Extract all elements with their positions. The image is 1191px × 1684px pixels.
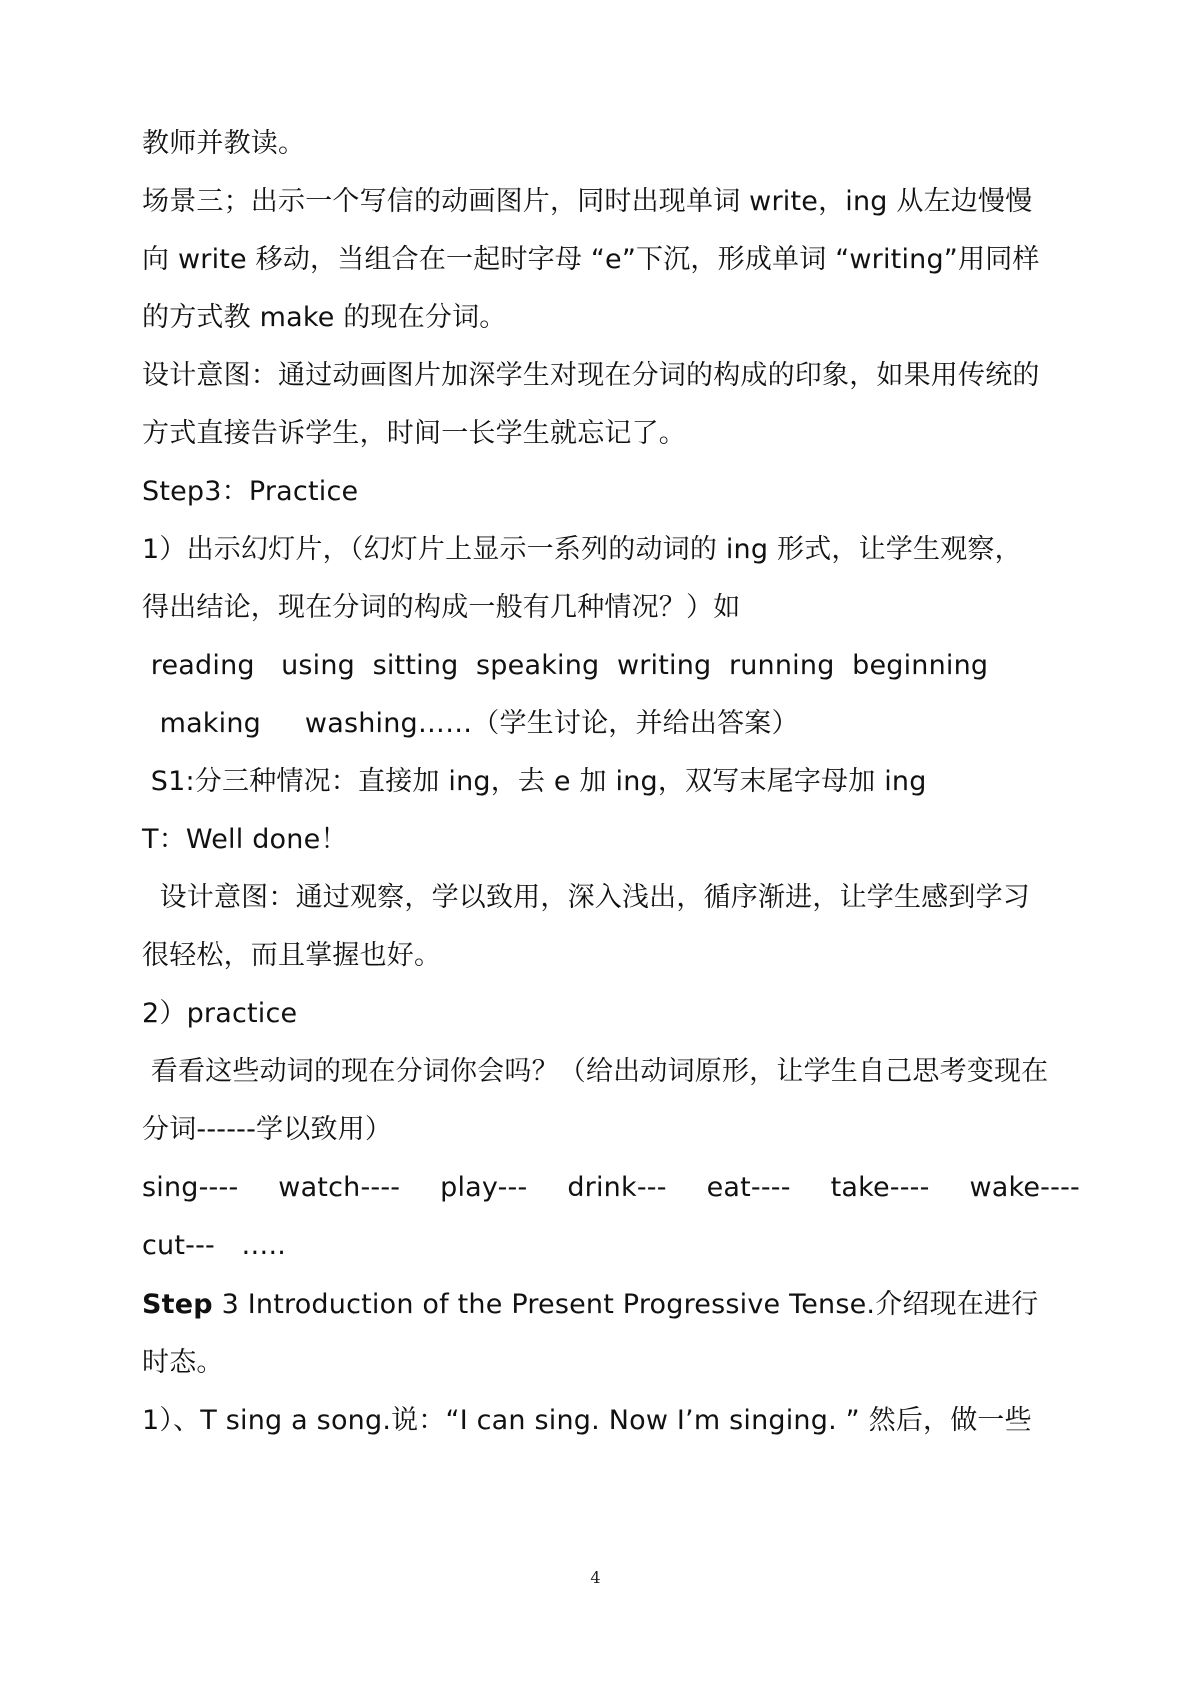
text-line-9: 得出结论，现在分词的构成一般有几种情况？）如 [142, 592, 741, 623]
teacher-feedback-line: T：Well done！ [142, 824, 348, 855]
text-line-1: 教师并教读。 [142, 128, 306, 159]
text-line-last: 1）、T sing a song.说：“I can sing. Now I’m singing. ” 然后，做一些 [142, 1405, 1032, 1436]
text-line-6: 方式直接告诉学生，时间一长学生就忘记了。 [142, 418, 686, 449]
verb-item: play--- [440, 1172, 528, 1203]
ing-words-line: reading using sitting speaking writing running beginning [142, 650, 989, 681]
step3-introduction-heading [142, 1287, 1082, 1323]
text-line-15: 很轻松，而且掌握也好。 [142, 940, 442, 971]
verb-list-tail: cut--- ….. [142, 1230, 287, 1261]
step3-heading-continuation: 时态。 [142, 1347, 224, 1378]
verb-item: watch---- [278, 1172, 401, 1203]
verb-item: take---- [830, 1172, 930, 1203]
text-line-5: 设计意图：通过动画图片加深学生对现在分词的构成的印象，如果用传统的 [142, 360, 1040, 391]
ing-words-line-2: making washing……（学生讨论，并给出答案） [142, 708, 799, 739]
step3-heading-text: 3 Introduction of the Present Progressive Tense.介绍现在进行 [212, 1289, 1039, 1320]
verb-item: drink--- [567, 1172, 667, 1203]
verb-item: wake---- [969, 1172, 1080, 1203]
student-answer-line: S1:分三种情况：直接加 ing，去 e 加 ing，双写末尾字母加 ing [142, 766, 927, 797]
verb-item: eat---- [706, 1172, 791, 1203]
text-line-18: 分词------学以致用） [142, 1114, 393, 1145]
verb-list [142, 1170, 1080, 1206]
text-line-17: 看看这些动词的现在分词你会吗？（给出动词原形，让学生自己思考变现在 [142, 1056, 1049, 1087]
page-number: 4 [590, 1568, 601, 1587]
step3-practice-heading: Step3：Practice [142, 476, 359, 507]
text-line-2: 场景三；出示一个写信的动画图片，同时出现单词 write，ing 从左边慢慢 [142, 186, 1033, 217]
practice-heading: 2）practice [142, 998, 298, 1029]
text-line-4: 的方式教 make 的现在分词。 [142, 302, 507, 333]
text-line-3: 向 write 移动，当组合在一起时字母 “e”下沉，形成单词 “writing”用同样 [142, 244, 1040, 275]
step-bold-label: Step [142, 1289, 213, 1320]
design-intent-line: 设计意图：通过观察，学以致用，深入浅出，循序渐进，让学生感到学习 [142, 882, 1030, 913]
verb-item: sing---- [142, 1172, 239, 1203]
text-line-8: 1）出示幻灯片，（幻灯片上显示一系列的动词的 ing 形式，让学生观察， [142, 534, 1022, 565]
